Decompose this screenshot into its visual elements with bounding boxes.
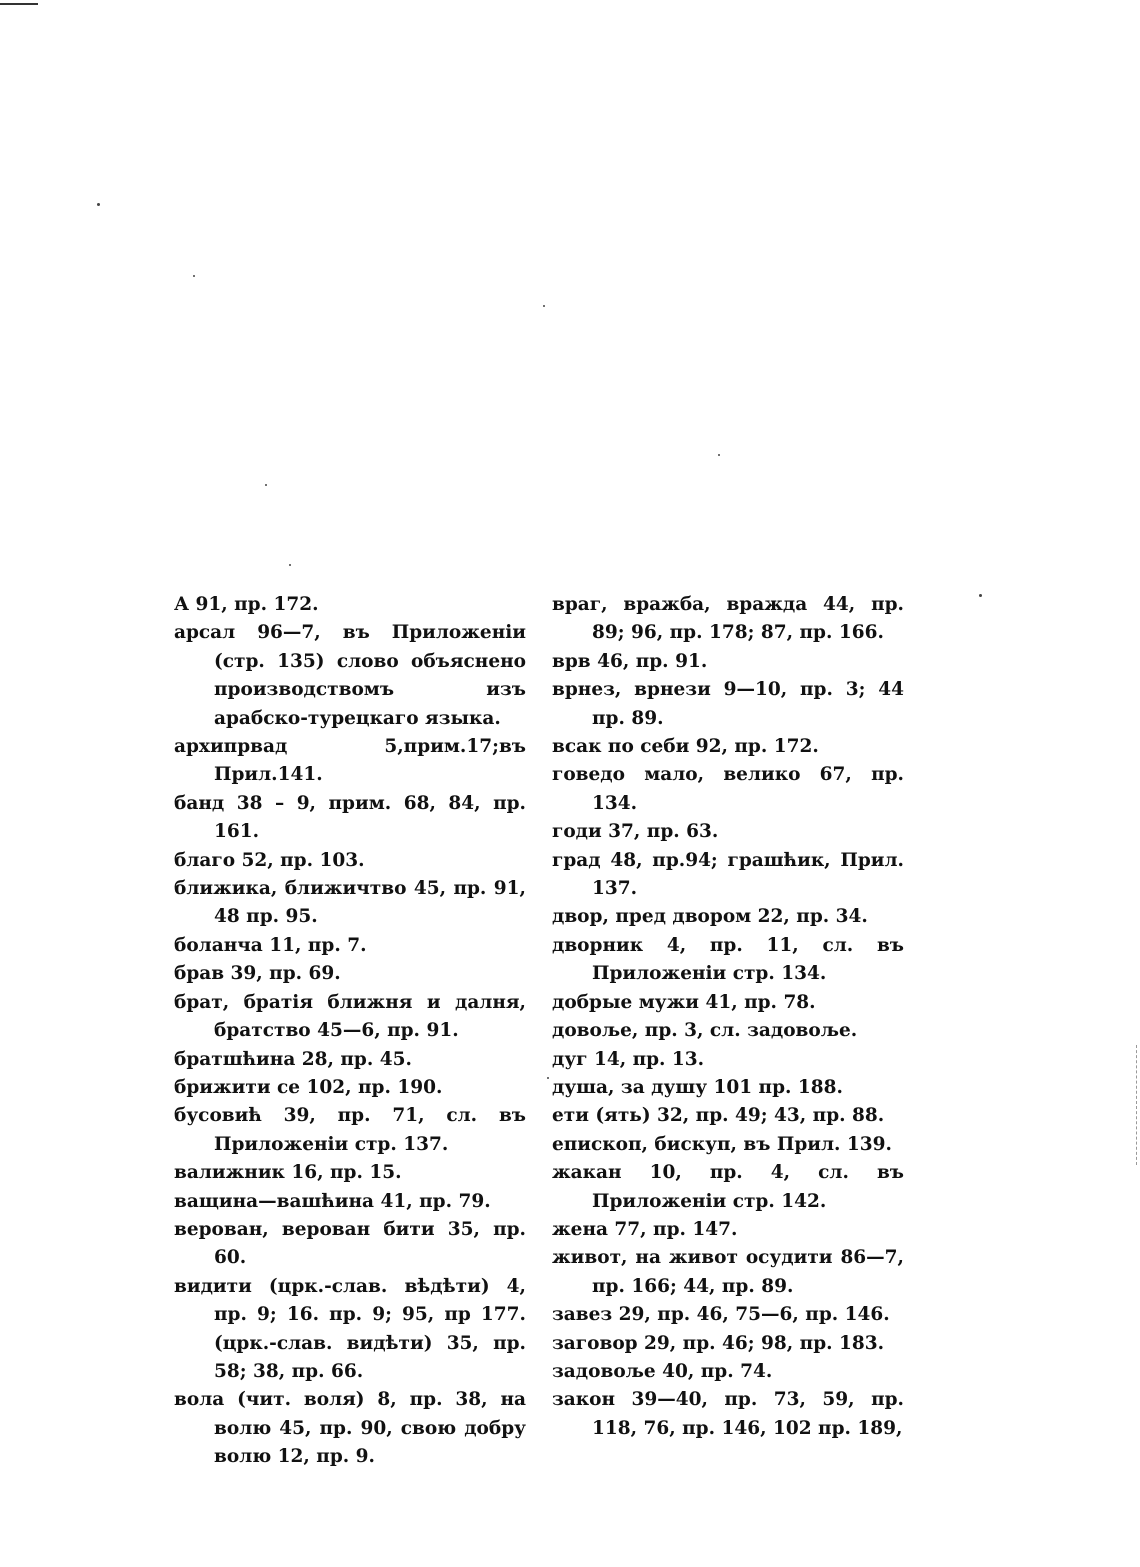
index-entry: завез 29, пр. 46, 75—6, пр. 146. (552, 1304, 890, 1326)
scan-speck (979, 594, 982, 597)
scan-speck (265, 484, 267, 486)
index-entry: благо 52, пр. 103. (174, 849, 365, 871)
index-entry: ближика, ближичтво 45, пр. 91, 48 пр. 95. (174, 878, 526, 928)
scan-margin-marks (1136, 1045, 1139, 1165)
index-entry: бусовић 39, пр. 71, сл. въ Приложенiи стр. 137. (174, 1105, 526, 1155)
index-entry: ети (ять) 32, пр. 49; 43, пр. 88. (552, 1105, 885, 1127)
index-column-left (174, 591, 526, 1472)
index-entry: душа, за душу 101 пр. 188. (552, 1076, 843, 1098)
index-entry: дворник 4, пр. 11, сл. въ Приложенiи стр. 134. (552, 934, 904, 985)
index-entry: враг, вражба, вражда 44, пр. 89; 96, пр. 178; 87, пр. 166. (552, 594, 904, 644)
index-entry: довоље, пр. 3, сл. задовоље. (552, 1020, 858, 1042)
index-entry: вола (чит. воля) 8, пр. 38, на волю 45, пр. 90, свою добру волю 12, пр. 9. (174, 1389, 526, 1468)
index-entry: годи 37, пр. 63. (552, 821, 719, 843)
index-entry: добрые мужи 41, пр. 78. (552, 991, 816, 1013)
index-column-right (552, 591, 904, 1443)
index-entry: банд 38 – 9, прим. 68, 84, пр. 161. (174, 792, 526, 843)
scan-speck (97, 203, 100, 206)
index-entry: закон 39—40, пр. 73, 59, пр. 118, 76, пр. 146, 102 пр. 189, (552, 1389, 904, 1439)
index-entry: боланча 11, пр. 7. (174, 934, 367, 956)
index-entry: брат, братiя ближня и далня, братство 45—6, пр. 91. (174, 991, 526, 1042)
index-entry: ващина—вашћина 41, пр. 79. (174, 1190, 491, 1212)
index-entry: врнез, врнези 9—10, пр. 3; 44 пр. 89. (552, 679, 904, 729)
index-entry: братшћина 28, пр. 45. (174, 1048, 412, 1070)
scan-speck (543, 305, 545, 307)
scan-speck (547, 1077, 549, 1079)
scan-speck (718, 454, 720, 456)
index-entry: говедо мало, велико 67, пр. 134. (552, 764, 904, 814)
index-entry: верован, верован бити 35, пр. 60. (174, 1218, 526, 1269)
scan-speck (289, 564, 291, 566)
scan-speck (193, 275, 195, 277)
index-entry: жена 77, пр. 147. (552, 1218, 738, 1240)
index-entry: живот, на живот осудити 86—7, пр. 166; 44, пр. 89. (552, 1247, 904, 1297)
top-rule (0, 3, 38, 5)
index-entry: град 48, пр.94; грашћик, Прил. 137. (552, 849, 904, 900)
index-entry: архипрвад 5,прим.17;въ Прил.141. (174, 736, 526, 786)
index-entry: двор, пред двором 22, пр. 34. (552, 906, 868, 928)
index-entry: брав 39, пр. 69. (174, 963, 341, 985)
index-entry: жакан 10, пр. 4, сл. въ Приложенiи стр. 142. (552, 1162, 904, 1212)
index-entry: А 91, пр. 172. (174, 594, 319, 615)
index-entry: видити (црк.-слав. вѣдѣти) 4, пр. 9; 16. пр. 9; 95, пр 177. (црк.-слав. видѣти) 35, пр. 58; 38, пр. 66. (174, 1275, 526, 1382)
index-entry: заговор 29, пр. 46; 98, пр. 183. (552, 1332, 885, 1354)
index-entry: валижник 16, пр. 15. (174, 1162, 402, 1184)
index-entry: врв 46, пр. 91. (552, 650, 708, 672)
index-entry: арсал 96—7, въ Приложенiи (стр. 135) слово объяснено производствомъ изъ арабско-турецкаго языка. (174, 622, 526, 729)
index-entry: дуг 14, пр. 13. (552, 1048, 705, 1070)
index-entry: всак по себи 92, пр. 172. (552, 736, 819, 758)
index-entry: брижити се 102, пр. 190. (174, 1076, 443, 1098)
index-entry: задовоље 40, пр. 74. (552, 1360, 773, 1382)
index-entry: епископ, бискуп, въ Прил. 139. (552, 1133, 892, 1155)
